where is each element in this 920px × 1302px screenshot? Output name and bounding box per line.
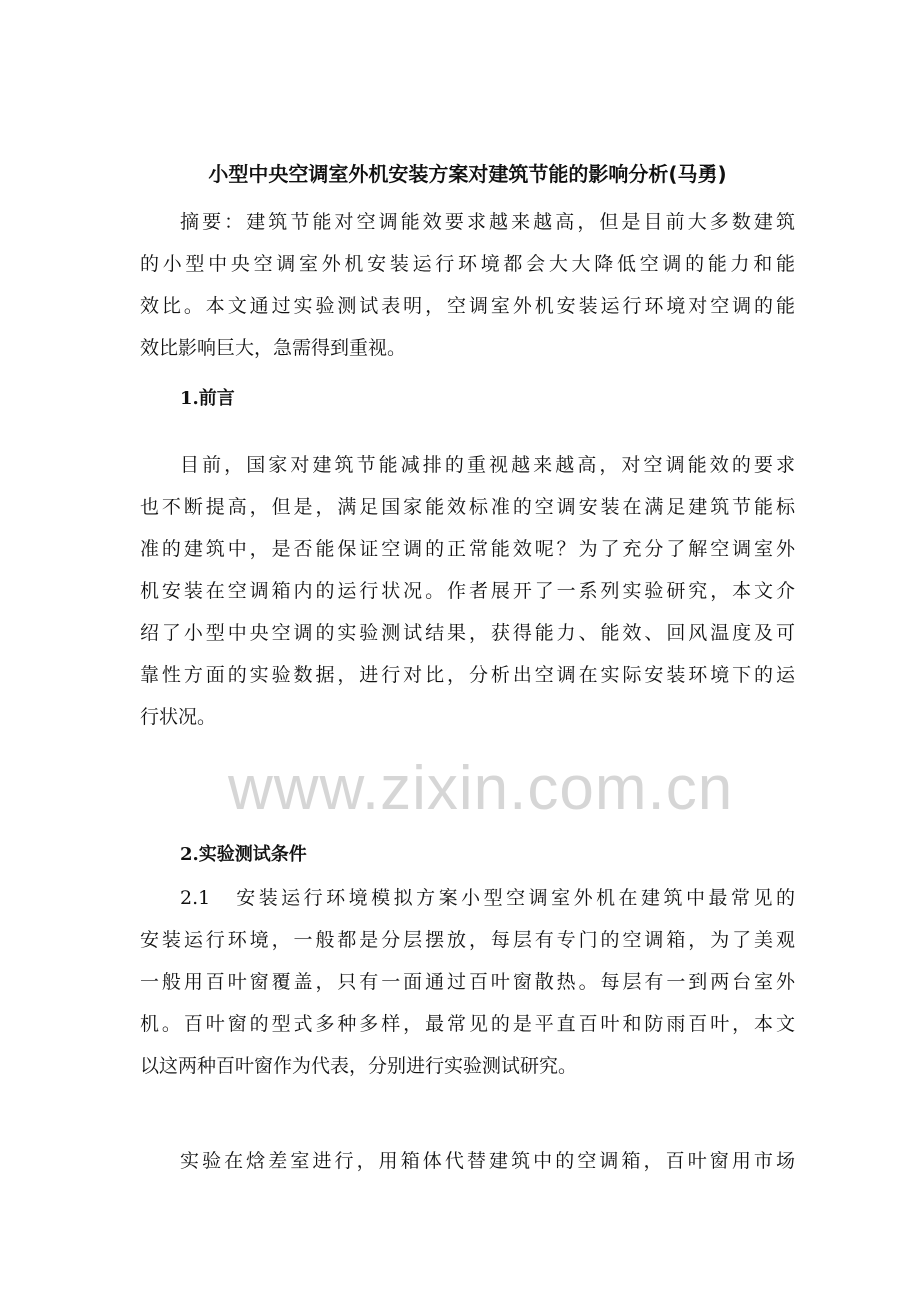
text-line: 行状况。 [140, 706, 217, 728]
text-line: 靠性方面的实验数据，进行对比，分析出空调在实际安装环境下的运 [140, 664, 795, 686]
section-heading-introduction: 1.前言 [180, 388, 235, 409]
text-line: 机。百叶窗的型式多种多样，最常见的是平直百叶和防雨百叶，本文 [140, 1013, 795, 1035]
watermark: www.zixin.com.cn [228, 754, 734, 823]
text-line: 准的建筑中，是否能保证空调的正常能效呢？为了充分了解空调室外 [140, 538, 795, 560]
section-heading-test-conditions: 2.实验测试条件 [180, 844, 307, 865]
text-line: 一般用百叶窗覆盖，只有一面通过百叶窗散热。每层有一到两台室外 [140, 971, 795, 993]
text-line: 实验在焓差室进行，用箱体代替建筑中的空调箱，百叶窗用市场 [180, 1150, 795, 1172]
experiment-paragraph [140, 1140, 795, 1182]
document-title: 小型中央空调室外机安装方案对建筑节能的影响分析(马勇) [208, 162, 727, 186]
text-line: 以这两种百叶窗作为代表，分别进行实验测试研究。 [140, 1055, 578, 1077]
text-line: 摘要：建筑节能对空调能效要求越来越高，但是目前大多数建筑 [180, 211, 795, 233]
text-line: 2.1 安装运行环境模拟方案小型空调室外机在建筑中最常见的 [180, 887, 795, 909]
section-2-1-paragraph [140, 877, 795, 1087]
text-line: 机安装在空调箱内的运行状况。作者展开了一系列实验研究，本文介 [140, 580, 795, 602]
text-line: 效比。本文通过实验测试表明，空调室外机安装运行环境对空调的能 [140, 295, 795, 317]
text-line: 绍了小型中央空调的实验测试结果，获得能力、能效、回风温度及可 [140, 622, 795, 644]
text-line: 安装运行环境，一般都是分层摆放，每层有专门的空调箱，为了美观 [140, 929, 795, 951]
text-line: 效比影响巨大，急需得到重视。 [140, 337, 407, 359]
text-line: 目前，国家对建筑节能减排的重视越来越高，对空调能效的要求 [180, 454, 795, 476]
text-line: 也不断提高，但是，满足国家能效标准的空调安装在满足建筑节能标 [140, 496, 795, 518]
introduction-paragraph [140, 444, 795, 738]
abstract-paragraph [140, 201, 795, 369]
text-line: 的小型中央空调室外机安装运行环境都会大大降低空调的能力和能 [140, 253, 795, 275]
